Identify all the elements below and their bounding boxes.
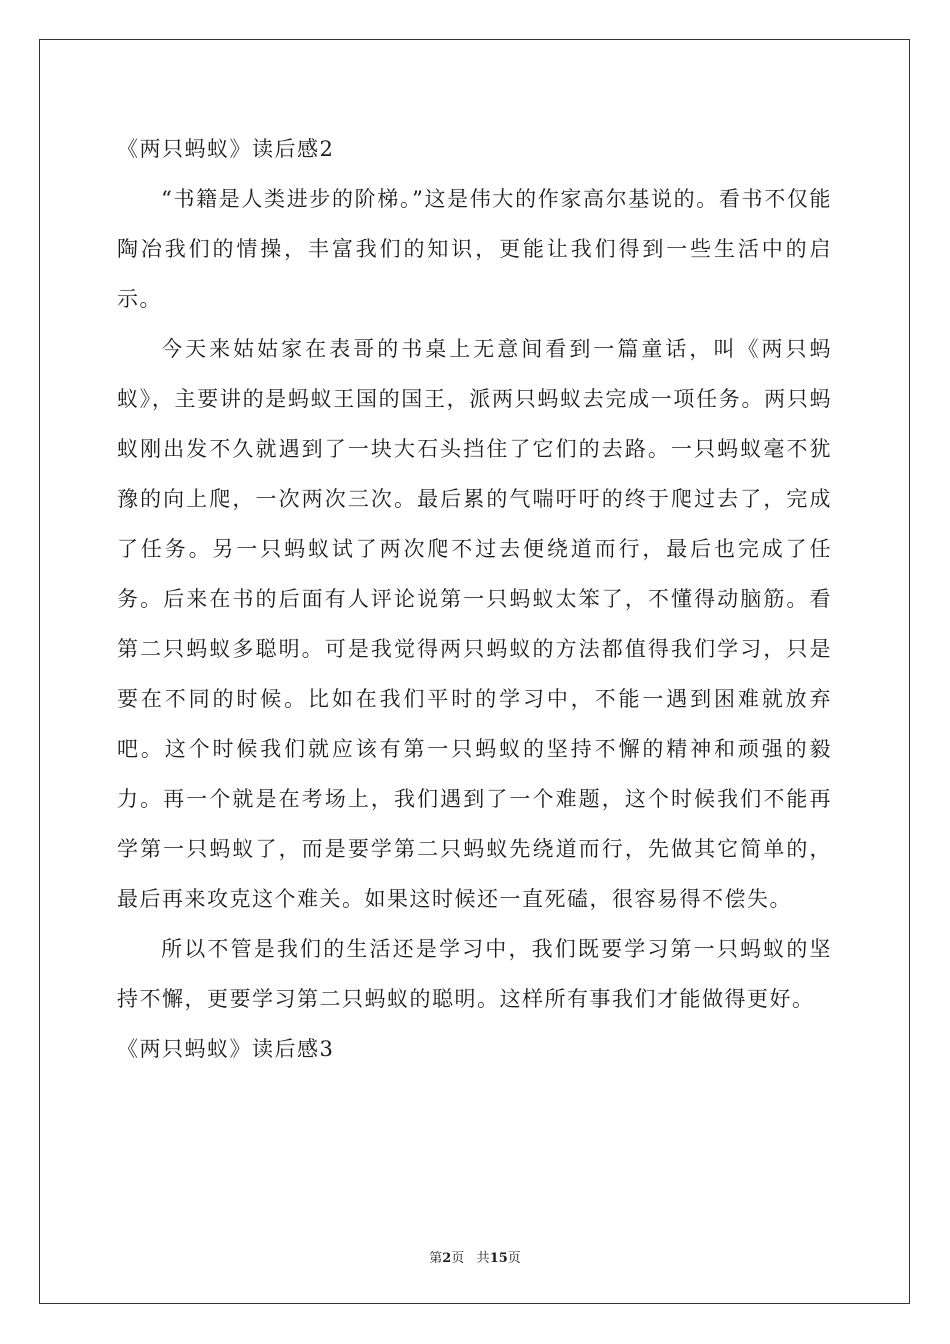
page-total: 15 — [489, 1251, 508, 1266]
total-prefix: 共 — [476, 1251, 490, 1266]
section-heading-2: 《两只蚂蚁》读后感2 — [117, 137, 335, 161]
paragraph-3: 所以不管是我们的生活还是学习中，我们既要学习第一只蚂蚁的坚持不懈，更要学习第二只蚂蚁的聪明。这样所有事我们才能做得更好。 — [117, 937, 832, 1011]
page-suffix: 页 — [451, 1251, 465, 1266]
paragraph-2: 今天来姑姑家在表哥的书桌上无意间看到一篇童话，叫《两只蚂蚁》，主要讲的是蚂蚁王国的国王，派两只蚂蚁去完成一项任务。两只蚂蚁刚出发不久就遇到了一块大石头挡住了它们的去路。一只蚂蚁毫不犹豫的向上爬，一次两次三次。最后累的气喘吁吁的终于爬过去了，完成了任务。另一只蚂蚁试了两次爬不过去便绕道而行，最后也完成了任务。后来在书的后面有人评论说第一只蚂蚁太笨了，不懂得动脑筋。看第二只蚂蚁多聪明。可是我觉得两只蚂蚁的方法都值得我们学习，只是要在不同的时候。比如在我们平时的学习中，不能一遇到困难就放弃吧。这个时候我们就应该有第一只蚂蚁的坚持不懈的精神和顽强的毅力。再一个就是在考场上，我们遇到了一个难题，这个时候我们不能再学第一只蚂蚁了，而是要学第二只蚂蚁先绕道而行，先做其它简单的，最后再来攻克这个难关。如果这时候还一直死磕，很容易得不偿失。 — [117, 337, 832, 911]
page-current: 2 — [442, 1251, 452, 1266]
page-prefix: 第 — [429, 1251, 443, 1266]
page-footer — [0, 1247, 950, 1266]
document-body — [117, 124, 832, 1074]
paragraph-1: “书籍是人类进步的阶梯。”这是伟大的作家高尔基说的。看书不仅能陶冶我们的情操，丰富我们的知识，更能让我们得到一些生活中的启示。 — [117, 187, 832, 311]
total-suffix: 页 — [507, 1251, 521, 1266]
section-heading-3: 《两只蚂蚁》读后感3 — [117, 1037, 335, 1061]
